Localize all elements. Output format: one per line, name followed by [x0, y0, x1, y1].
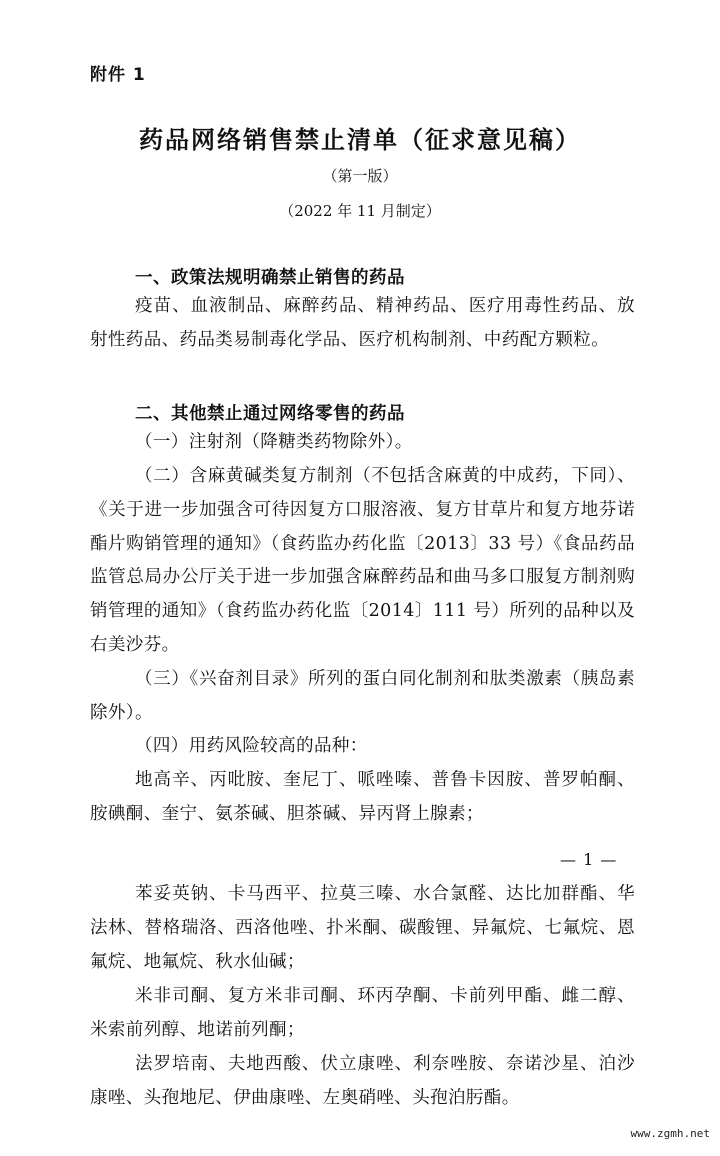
item-4-list-3: 米非司酮、复方米非司酮、环丙孕酮、卡前列甲酯、雌二醇、米索前列醇、地诺前列酮；: [90, 986, 635, 1040]
section-2-heading: 二、其他禁止通过网络零售的药品: [135, 404, 405, 424]
site-watermark: www.zgmh.net: [627, 1125, 714, 1142]
section-2-item-3: （三）《兴奋剂目录》所列的蛋白同化制剂和肽类激素（胰岛素除外）。: [90, 669, 635, 723]
attachment-label: 附件 1: [90, 65, 146, 85]
item-4-list-2: 苯妥英钠、卡马西平、拉莫三嗪、水合氯醛、达比加群酯、华法林、替格瑞洛、西洛他唑、扑米酮、碳酸锂、异氟烷、七氟烷、恩氟烷、地氟烷、秋水仙碱；: [90, 884, 635, 972]
edition-label: （第一版）: [322, 167, 398, 185]
item-4-list-4: 法罗培南、夫地西酸、伏立康唑、利奈唑胺、奈诺沙星、泊沙康唑、头孢地尼、伊曲康唑、左奥硝唑、头孢泊肟酯。: [90, 1054, 635, 1108]
section-2-item-4: （四）用药风险较高的品种：: [135, 736, 368, 756]
section-2-item-2: （二）含麻黄碱类复方制剂（不包括含麻黄的中成药，下同）、《关于进一步加强含可待因复方口服溶液、复方甘草片和复方地芬诺酯片购销管理的通知》（食药监办药化监〔2013〕33 号）《食品药品监管总局办公厅关于进一步加强含麻醉药品和曲马多口服复方制剂购销管理的通知》（食药监办药化监〔2014〕111 号）所列的品种以及右美沙芬。: [90, 466, 635, 655]
item-4-list-1: 地高辛、丙吡胺、奎尼丁、哌唑嗪、普鲁卡因胺、普罗帕酮、胺碘酮、奎宁、氨茶碱、胆茶碱、异丙肾上腺素；: [90, 770, 635, 824]
page-number: — 1 —: [560, 850, 618, 869]
date-label: （2022 年 11 月制定）: [279, 202, 441, 220]
section-2-item-1: （一）注射剂（降糖类药物除外）。: [135, 432, 413, 452]
section-1-body: 疫苗、血液制品、麻醉药品、精神药品、医疗用毒性药品、放射性药品、药品类易制毒化学品、医疗机构制剂、中药配方颗粒。: [90, 296, 635, 350]
section-1-heading: 一、政策法规明确禁止销售的药品: [135, 268, 405, 288]
document-title: 药品网络销售禁止清单（征求意见稿）: [139, 126, 581, 154]
